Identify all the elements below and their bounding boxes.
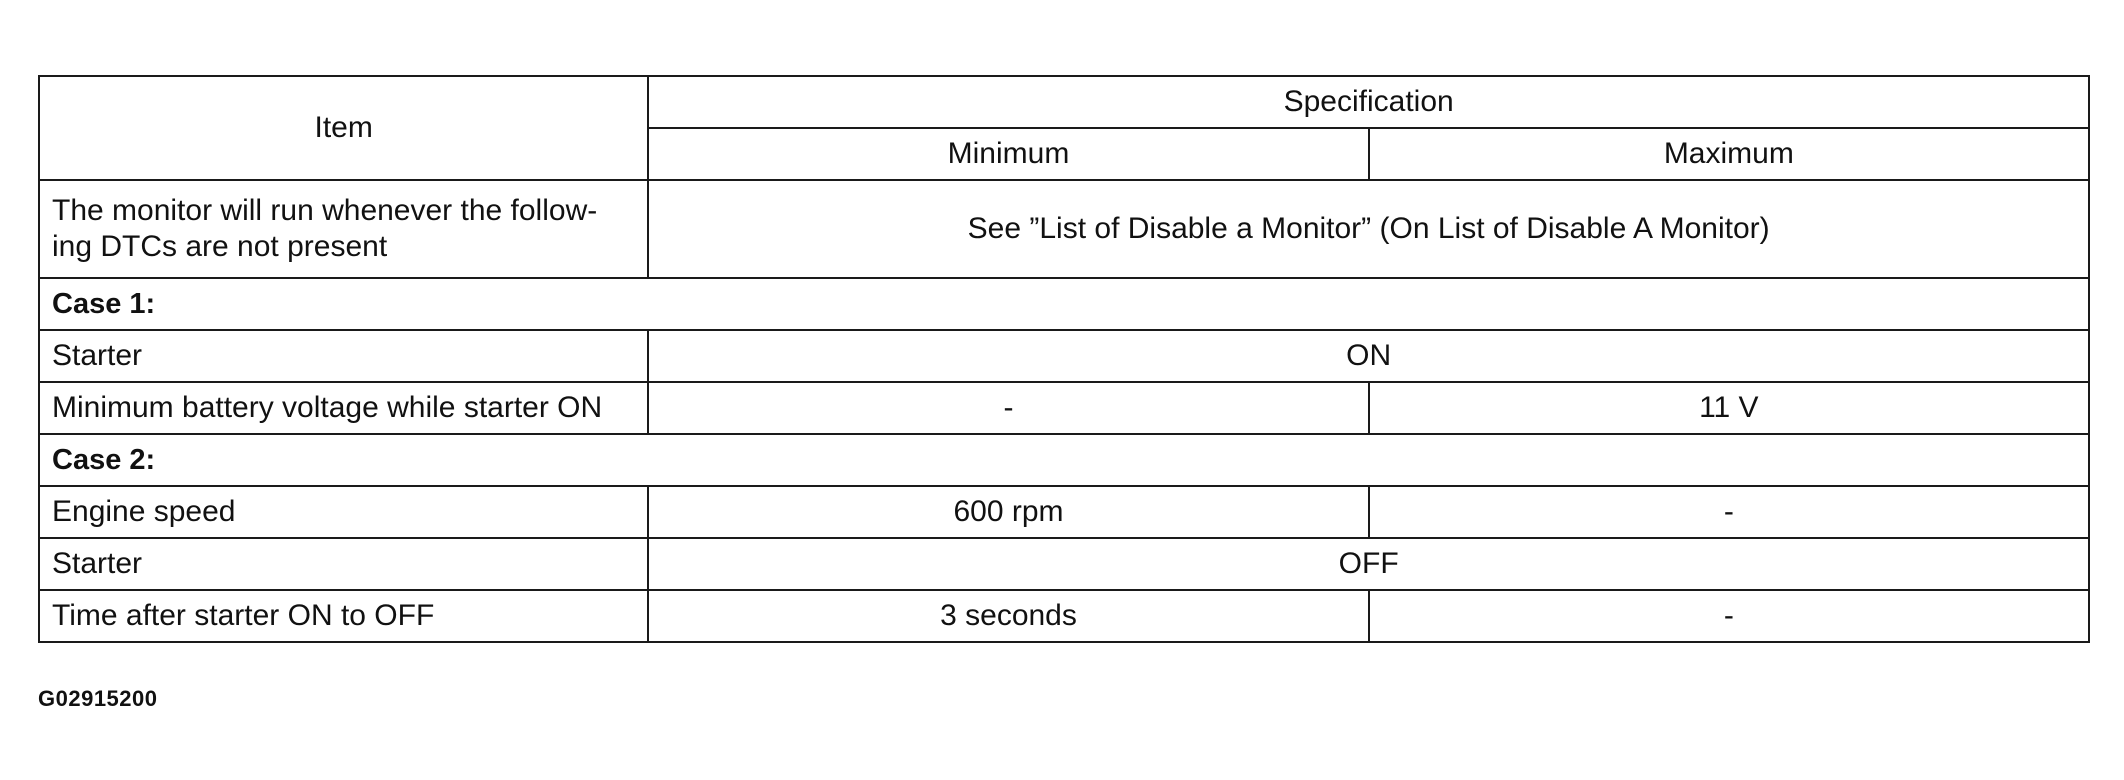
row-min-engine-speed: 600 rpm — [648, 486, 1368, 538]
table-header-row — [39, 76, 2089, 128]
table-row — [39, 538, 2089, 590]
row-item-monitor-condition — [39, 180, 648, 278]
row-item-line: ing DTCs are not present — [52, 230, 388, 263]
header-minimum: Minimum — [648, 128, 1368, 180]
row-item-line: The monitor will run whenever the follow- — [52, 194, 598, 227]
table-row — [39, 590, 2089, 642]
header-specification: Specification — [648, 76, 2089, 128]
specification-table — [38, 75, 2090, 643]
case-2-label: Case 2: — [39, 434, 2089, 486]
row-item-engine-speed: Engine speed — [39, 486, 648, 538]
row-max-engine-speed: - — [1369, 486, 2089, 538]
row-min-time-after-starter: 3 seconds — [648, 590, 1368, 642]
row-min-battery-voltage: - — [648, 382, 1368, 434]
row-value-starter-off: OFF — [648, 538, 2089, 590]
table-row — [39, 180, 2089, 278]
row-value-disable-monitor: See ”List of Disable a Monitor” (On List of Disable A Monitor) — [648, 180, 2089, 278]
table-row — [39, 382, 2089, 434]
figure-id: G02915200 — [38, 686, 158, 711]
case-1-label: Case 1: — [39, 278, 2089, 330]
case-1-row — [39, 278, 2089, 330]
header-item: Item — [39, 76, 648, 180]
row-item-starter-off: Starter — [39, 538, 648, 590]
row-max-time-after-starter: - — [1369, 590, 2089, 642]
table-row — [39, 486, 2089, 538]
row-value-starter: ON — [648, 330, 2089, 382]
row-max-battery-voltage: 11 V — [1369, 382, 2089, 434]
case-2-row — [39, 434, 2089, 486]
header-maximum: Maximum — [1369, 128, 2089, 180]
row-item-time-after-starter: Time after starter ON to OFF — [39, 590, 648, 642]
row-item-battery-voltage: Minimum battery voltage while starter ON — [39, 382, 648, 434]
row-item-starter: Starter — [39, 330, 648, 382]
table-row — [39, 330, 2089, 382]
